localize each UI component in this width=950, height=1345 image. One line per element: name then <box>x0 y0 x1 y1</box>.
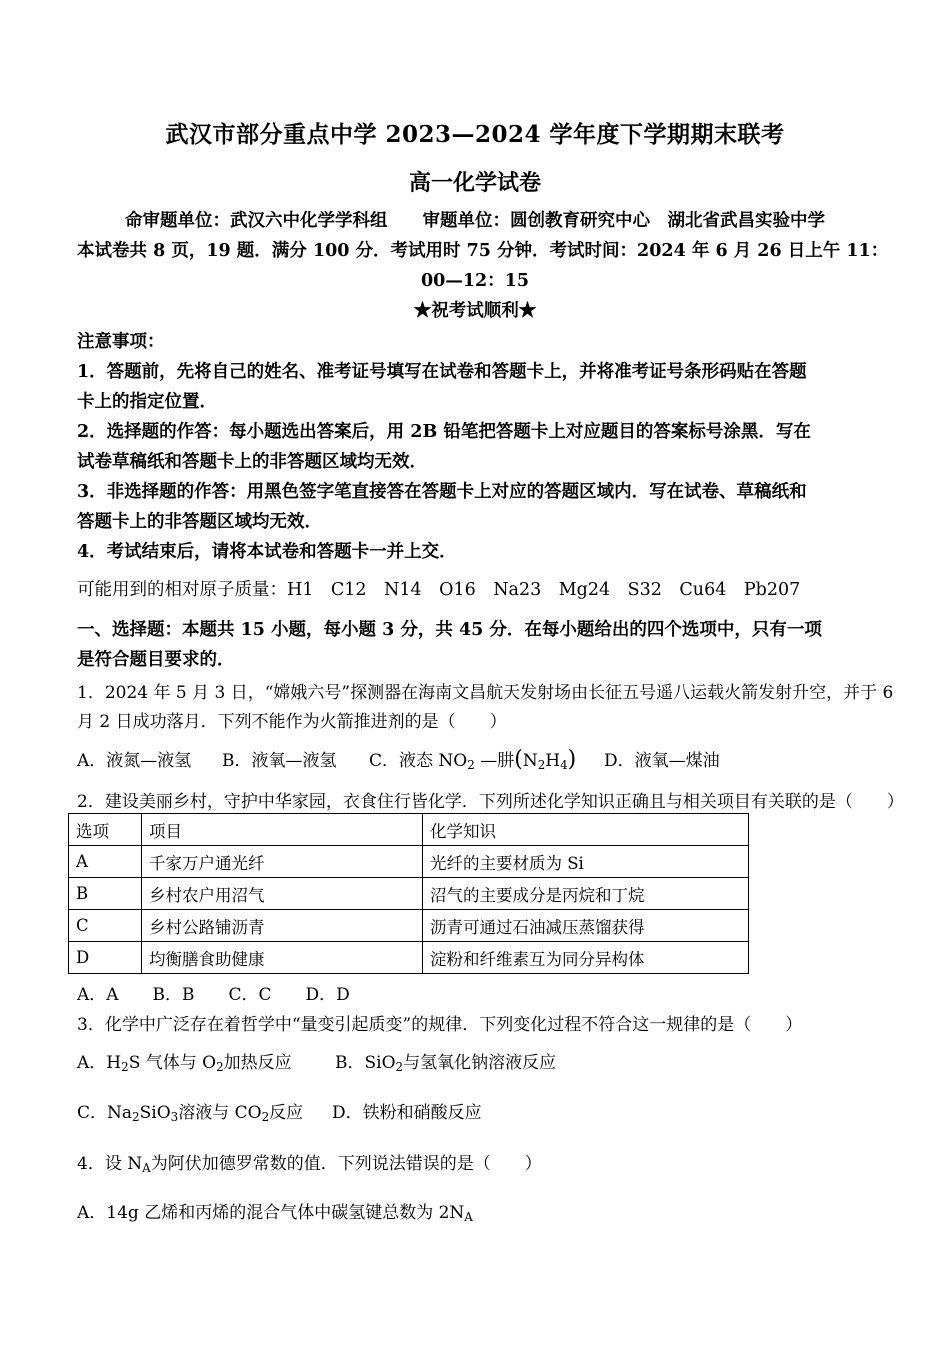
atomic-mass-line: 可能用到的相对原子质量：H1 C12 N14 O16 Na23 Mg24 S32 Cu64 Pb207 <box>77 580 801 600</box>
table-cell: 淀粉和纤维素互为同分异构体 <box>423 942 749 974</box>
q2-stem: 2．建设美丽乡村，守护中华家园，衣食住行皆化学．下列所述化学知识正确且与相关项目有关联的是（ ） <box>77 792 904 812</box>
table-cell: A <box>69 846 142 878</box>
q2-options-table <box>68 813 749 974</box>
table-cell: 项目 <box>142 814 423 846</box>
q3-option-d: D．铁粉和硝酸反应 <box>332 1103 482 1123</box>
q1-option-d: D．液氧—煤油 <box>604 751 720 771</box>
table-cell: 乡村公路铺沥青 <box>142 910 423 942</box>
q4-stem: 4．设 $N_A$为阿伏加德罗常数的值．下列说法错误的是（ ） <box>77 1154 542 1175</box>
units-line: 命审题单位：武汉六中化学学科组 审题单位：圆创教育研究中心 湖北省武昌实验中学 <box>125 211 825 231</box>
note-1-line-2: 卡上的指定位置． <box>77 392 217 412</box>
q3-option-b: B．SiO$_2$与氢氧化钠溶液反应 <box>335 1053 557 1074</box>
note-2-line-2: 试卷草稿纸和答题卡上的非答题区域均无效． <box>77 452 427 472</box>
table-cell: 化学知识 <box>423 814 749 846</box>
exam-subtitle: 高一化学试卷 <box>408 170 541 196</box>
note-3-line-2: 答题卡上的非答题区域均无效． <box>77 512 322 532</box>
table-row <box>69 846 749 878</box>
q1-stem-line-1: 1．2024 年 5 月 3 日，“嫦娥六号”探测器在海南文昌航天发射场由长征五号遥八运载火箭发射升空，并于 6 <box>77 683 894 703</box>
table-row <box>69 878 749 910</box>
note-3-line-1: 3．非选择题的作答：用黑色签字笔直接答在答题卡上对应的答题区域内．写在试卷、草稿纸和 <box>77 482 807 502</box>
q3-option-c: C．$Na_2SiO_3$溶液与 $CO_2$反应 <box>77 1103 304 1124</box>
section-1-line-1: 一、选择题：本题共 15 小题，每小题 3 分，共 45 分．在每小题给出的四个选项中，只有一项 <box>77 620 822 640</box>
notes-heading: 注意事项： <box>77 332 165 352</box>
section-1-line-2: 是符合题目要求的． <box>77 650 235 670</box>
table-cell: 沥青可通过石油减压蒸馏获得 <box>423 910 749 942</box>
table-header-row <box>69 814 749 846</box>
q2-options: A．A B．B C．C D．D <box>77 985 350 1005</box>
table-row <box>69 942 749 974</box>
table-row <box>69 910 749 942</box>
table-cell: 乡村农户用沼气 <box>142 878 423 910</box>
note-4: 4．考试结束后，请将本试卷和答题卡一并上交． <box>77 542 457 562</box>
q3-stem: 3．化学中广泛存在着哲学中“量变引起质变”的规律．下列变化过程不符合这一规律的是（ ） <box>77 1015 803 1035</box>
info-line-1: 本试卷共 8 页，19 题．满分 100 分．考试用时 75 分钟．考试时间：2024 年 6 月 26 日上午 11： <box>77 241 889 261</box>
table-cell: C <box>69 910 142 942</box>
table-cell: 均衡膳食助健康 <box>142 942 423 974</box>
info-line-2: 00—12：15 <box>420 271 530 291</box>
table-cell: 千家万户通光纤 <box>142 846 423 878</box>
q3-option-a: A．$H_2S$ 气体与 $O_2$加热反应 <box>77 1053 292 1074</box>
blessing: ★祝考试顺利★ <box>413 301 537 321</box>
q1-stem-line-2: 月 2 日成功落月．下列不能作为火箭推进剂的是（ ） <box>77 712 507 732</box>
table-cell: 光纤的主要材质为 Si <box>423 846 749 878</box>
table-cell: 沼气的主要成分是丙烷和丁烷 <box>423 878 749 910</box>
note-1-line-1: 1．答题前，先将自己的姓名、准考证号填写在试卷和答题卡上，并将准考证号条形码贴在答题 <box>77 362 807 382</box>
exam-title: 武汉市部分重点中学 2023—2024 学年度下学期期末联考 <box>165 121 785 148</box>
q4-option-a: A．14g 乙烯和丙烯的混合气体中碳氢键总数为 $2N_A$ <box>77 1203 473 1224</box>
q1-option-b: B．液氧—液氢 <box>222 751 337 771</box>
table-cell: 选项 <box>69 814 142 846</box>
table-cell: D <box>69 942 142 974</box>
q1-option-c: C．液态 $NO_2$ —肼$(N_2H_4)$ <box>369 747 577 772</box>
table-cell: B <box>69 878 142 910</box>
note-2-line-1: 2．选择题的作答：每小题选出答案后，用 2B 铅笔把答题卡上对应题目的答案标号涂黑．写在 <box>77 422 811 442</box>
q1-option-a: A．液氮—液氢 <box>77 751 192 771</box>
